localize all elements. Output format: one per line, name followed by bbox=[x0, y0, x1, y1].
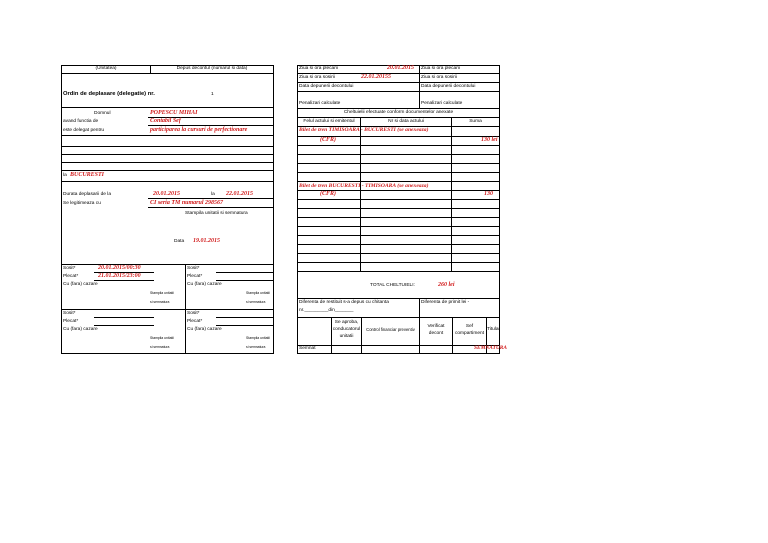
border-left bbox=[61, 65, 62, 354]
delegat-value: participarea la cursuri de perfectionare bbox=[150, 127, 248, 133]
cfr-1: (CFR) bbox=[320, 137, 337, 143]
verificat-2: decont bbox=[428, 331, 444, 336]
diferenta-restituit: Diferenta de restituit s-a depus cu chitanta bbox=[299, 300, 389, 305]
rule bbox=[297, 298, 500, 299]
sosit-label: Sosit* bbox=[63, 266, 76, 271]
rule bbox=[297, 117, 500, 118]
titular: Titular bbox=[487, 327, 501, 332]
row-line bbox=[297, 163, 500, 164]
durata-from: 20.01.2015 bbox=[153, 191, 180, 197]
underline bbox=[148, 198, 274, 199]
rule bbox=[297, 73, 500, 74]
row-line bbox=[297, 208, 500, 209]
domnul-value: POPESCU MIHAI bbox=[150, 110, 198, 116]
row-line bbox=[297, 244, 500, 245]
bilet-2: Bilet de tren BUCURESTI - TIMISOARA (se anexeaza) bbox=[299, 183, 429, 189]
cfr-2: (CFR) bbox=[320, 191, 337, 197]
sosit-label: Sosit* bbox=[187, 311, 200, 316]
cazare-label: Cu (fara) cazare bbox=[63, 282, 98, 287]
ordin-title: Ordin de deplasare (delegatie) nr. bbox=[63, 91, 155, 97]
suma-header: Suma bbox=[469, 119, 482, 124]
ziua-sosirii-value: 22.01.20155 bbox=[361, 74, 391, 80]
sef-1: Sef bbox=[465, 324, 474, 329]
row-line bbox=[297, 199, 500, 200]
underline bbox=[216, 272, 274, 273]
rule bbox=[61, 154, 274, 155]
bilet-1: Bilet de tren TIMISOARA - BUCURESTI (se anexeaza) bbox=[299, 127, 429, 133]
sosit-value: 20.01.2015/00:30 bbox=[98, 265, 141, 271]
sef-2: compartiment bbox=[454, 331, 485, 336]
rule bbox=[61, 181, 274, 182]
underline bbox=[216, 280, 274, 281]
suma-1: 130 lei bbox=[481, 137, 498, 143]
legitimeaza-label: Se legitimeaza cu bbox=[63, 201, 101, 206]
plecat-label: Plecat* bbox=[187, 274, 203, 279]
row-line bbox=[297, 172, 500, 173]
stamp-small: si semnatura bbox=[150, 300, 170, 304]
stamp-small: si semnatura bbox=[246, 345, 266, 349]
ordin-number: 1 bbox=[211, 92, 214, 97]
stamp-small: si semnatura bbox=[246, 300, 266, 304]
se-aproba-1: Se aproba, bbox=[334, 320, 359, 325]
rule bbox=[61, 135, 274, 136]
data-value: 19.01.2015 bbox=[193, 238, 220, 244]
ziua-sosirii-label: Ziua si ora sosirii bbox=[421, 75, 457, 80]
underline bbox=[94, 317, 154, 318]
depus-decontul-label: Depus decontul (numarul si data) bbox=[176, 66, 248, 71]
durata-to: 22.01.2015 bbox=[226, 191, 253, 197]
plecat-value: 21.01.2015/23:00 bbox=[98, 273, 141, 279]
rule bbox=[297, 91, 500, 92]
verificat-1: Verificat bbox=[427, 324, 445, 329]
data-depunerii-label: Data depunerii decontului bbox=[421, 84, 476, 89]
underline bbox=[94, 325, 154, 326]
row-line bbox=[297, 235, 500, 236]
row-line bbox=[297, 253, 500, 254]
se-aproba-2: conducatorul bbox=[332, 327, 361, 332]
semnatura-value: SEMNATURA bbox=[474, 345, 507, 351]
split bbox=[361, 317, 362, 354]
plecat-label: Plecat* bbox=[63, 319, 79, 324]
delegat-label: este delegat pentru bbox=[63, 128, 105, 133]
plecat-label: Plecat* bbox=[187, 319, 203, 324]
row-line bbox=[297, 217, 500, 218]
total-label: TOTAL CHELTUIELI: bbox=[370, 283, 415, 288]
underline bbox=[148, 125, 274, 126]
ziua-plecarii-label: Ziua si ora plecarii bbox=[421, 66, 460, 71]
stamp-small: Stampila unitatii bbox=[150, 336, 174, 340]
row-line bbox=[297, 145, 500, 146]
border-right bbox=[273, 65, 274, 354]
la-label: la bbox=[63, 173, 67, 178]
rule bbox=[297, 317, 500, 318]
sosit-label: Sosit* bbox=[187, 266, 200, 271]
nr-din: nr._________din_______ bbox=[299, 308, 354, 313]
durata-label: Durata deplasarii de la bbox=[63, 192, 111, 197]
stamp-small: Stampila unitatii bbox=[246, 336, 270, 340]
functia-value: Contabil Sef bbox=[150, 118, 181, 124]
se-aproba-3: unitatii bbox=[339, 334, 354, 339]
nr-data-actului-header: Nr si data actului bbox=[388, 119, 424, 124]
control-financiar: Control financiar preventiv bbox=[366, 327, 415, 332]
row-line bbox=[297, 154, 500, 155]
cazare-label: Cu (fara) cazare bbox=[187, 282, 222, 287]
row-line bbox=[297, 271, 500, 272]
underline bbox=[94, 280, 154, 281]
rule bbox=[297, 345, 500, 346]
ziua-plecarii-value: 20.01.2015 bbox=[387, 65, 414, 71]
stamp-small: si semnatura bbox=[150, 345, 170, 349]
header-divider bbox=[61, 73, 274, 74]
stamp-small: Stampila unitatii bbox=[150, 291, 174, 295]
rule bbox=[297, 108, 500, 109]
stamp-small: Stampila unitatii bbox=[246, 291, 270, 295]
domnul-label: Domnul bbox=[94, 111, 111, 116]
cazare-label: Cu (fara) cazare bbox=[187, 327, 222, 332]
split bbox=[419, 65, 420, 109]
border-bottom bbox=[61, 353, 274, 354]
row-line bbox=[297, 262, 500, 263]
row-line bbox=[297, 226, 500, 227]
la-value: BUCURESTI bbox=[70, 172, 105, 178]
suma-2: 130 bbox=[484, 191, 493, 197]
plecat-label: Plecat* bbox=[63, 274, 79, 279]
underline bbox=[216, 325, 274, 326]
rule bbox=[61, 162, 274, 163]
ziua-sosirii-label: Ziua si ora sosirii bbox=[299, 75, 335, 80]
felul-actului-header: Felul actului si emitentul bbox=[303, 119, 355, 124]
total-value: 260 lei bbox=[438, 282, 455, 288]
unitatea-label: (Unitatea) bbox=[95, 66, 117, 71]
penalizari-label: Penalizari calculate bbox=[421, 101, 463, 106]
sosit-label: Sosit* bbox=[63, 311, 76, 316]
stampila-label: Stampila unitatii si semnatura bbox=[185, 211, 248, 216]
legitimeaza-value: CI seria TM numarul 298567 bbox=[150, 200, 224, 206]
cheltuieli-header: Cheltuielii efectuate conform documentelor anexate bbox=[343, 110, 454, 115]
rule bbox=[61, 264, 274, 265]
rule bbox=[61, 309, 274, 310]
divider bbox=[61, 107, 274, 108]
penalizari-label: Penalizari calculate bbox=[299, 101, 341, 106]
rule bbox=[61, 170, 274, 171]
data-label: Data bbox=[174, 239, 185, 244]
data-depunerii-label: Data depunerii decontului bbox=[299, 84, 354, 89]
ziua-plecarii-label: Ziua si ora plecarii bbox=[299, 66, 338, 71]
row-line bbox=[297, 181, 500, 182]
split bbox=[419, 298, 420, 317]
col-split bbox=[451, 117, 452, 272]
durata-la-label: la bbox=[211, 192, 215, 197]
diferenta-primit: Diferenta de primit lei - bbox=[421, 300, 470, 305]
semnat-label: Semnat bbox=[299, 346, 316, 351]
underline bbox=[216, 317, 274, 318]
col-split bbox=[360, 117, 361, 272]
cazare-label: Cu (fara) cazare bbox=[63, 327, 98, 332]
functia-label: avand functia de bbox=[63, 119, 99, 124]
border-bottom bbox=[297, 353, 500, 354]
rule bbox=[297, 82, 500, 83]
underline bbox=[148, 207, 274, 208]
rule bbox=[61, 146, 274, 147]
